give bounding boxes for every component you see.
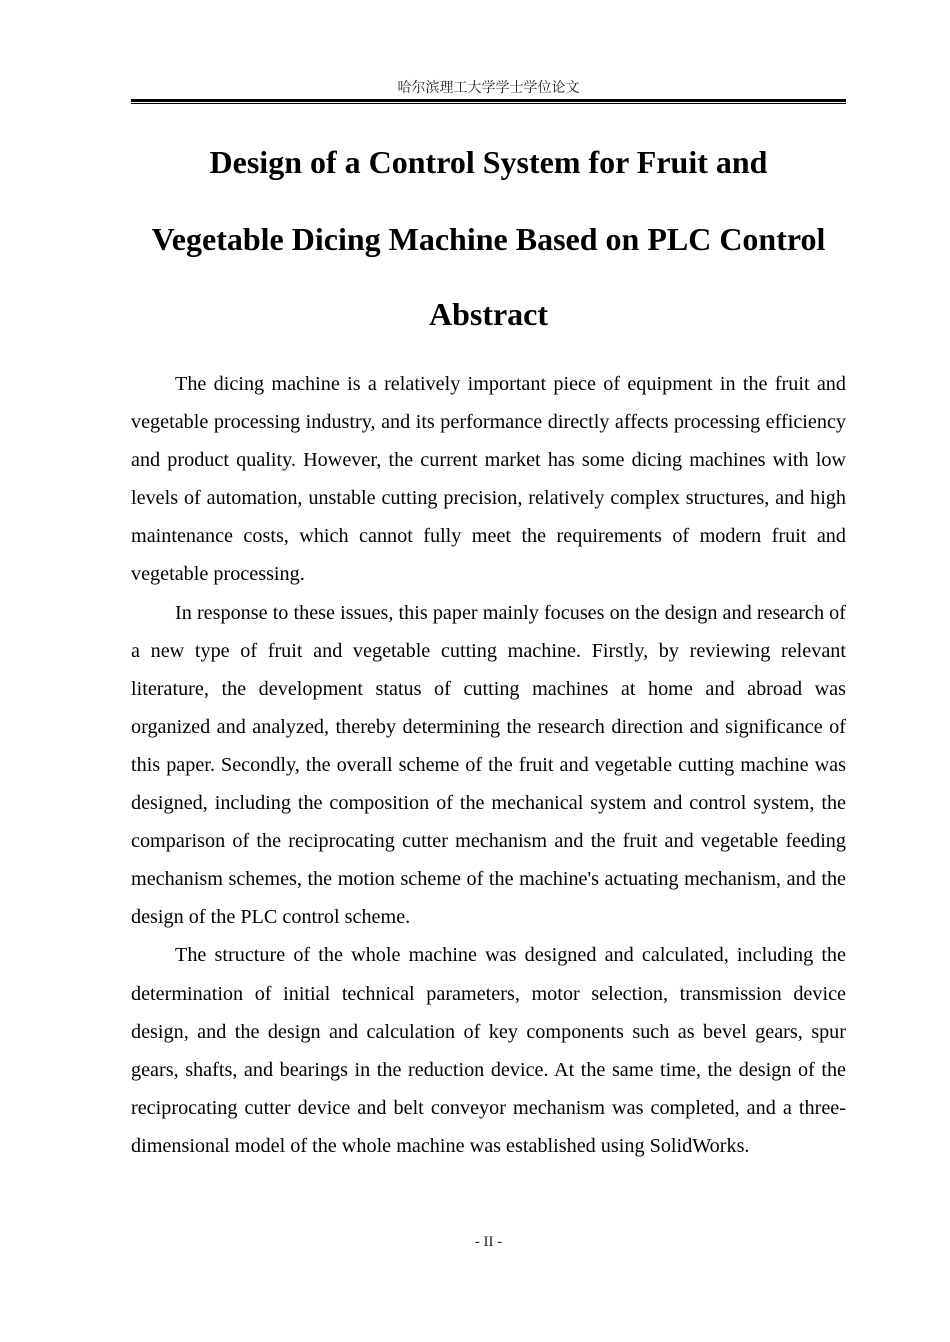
header-rule-thin	[131, 103, 846, 104]
abstract-paragraph-3: The structure of the whole machine was designed and calculated, including the determination of initial technical parameters, motor selection, transmission device design, and the design and calculation of key components such as bevel gears, spur gears, shafts, and bearings in the reduction device. At the same time, the design of the reciprocating cutter device and belt conveyor mechanism was completed, and a three-dimensional model of the whole machine was established using SolidWorks.	[131, 944, 846, 1157]
paper-title-line-2: Vegetable Dicing Machine Based on PLC Control	[151, 221, 826, 257]
header-rule-thick	[131, 99, 846, 102]
running-header: 哈尔滨理工大学学士学位论文	[397, 80, 580, 96]
abstract-paragraph-1: The dicing machine is a relatively important piece of equipment in the fruit and vegetable processing industry, and its performance directly affects processing efficiency and product quality. However, the current market has some dicing machines with low levels of automation, unstable cutting precision, relatively complex structures, and high maintenance costs, which cannot fully meet the requirements of modern fruit and vegetable processing.	[131, 373, 846, 586]
header-rule	[131, 99, 846, 105]
paper-title	[131, 124, 846, 278]
abstract-paragraph-2: In response to these issues, this paper mainly focuses on the design and research of a new type of fruit and vegetable cutting machine. Firstly, by reviewing relevant literature, the development status of cutting machines at home and abroad was organized and analyzed, thereby determining the research direction and significance of this paper. Secondly, the overall scheme of the fruit and vegetable cutting machine was designed, including the composition of the mechanical system and control system, the comparison of the reciprocating cutter mechanism and the fruit and vegetable feeding mechanism schemes, the motion scheme of the machine's actuating mechanism, and the design of the PLC control scheme.	[131, 601, 846, 929]
page-number: - II -	[474, 1234, 503, 1250]
abstract-body	[131, 365, 846, 1165]
paper-title-line-1: Design of a Control System for Fruit and	[209, 144, 768, 180]
abstract-heading: Abstract	[428, 296, 549, 332]
